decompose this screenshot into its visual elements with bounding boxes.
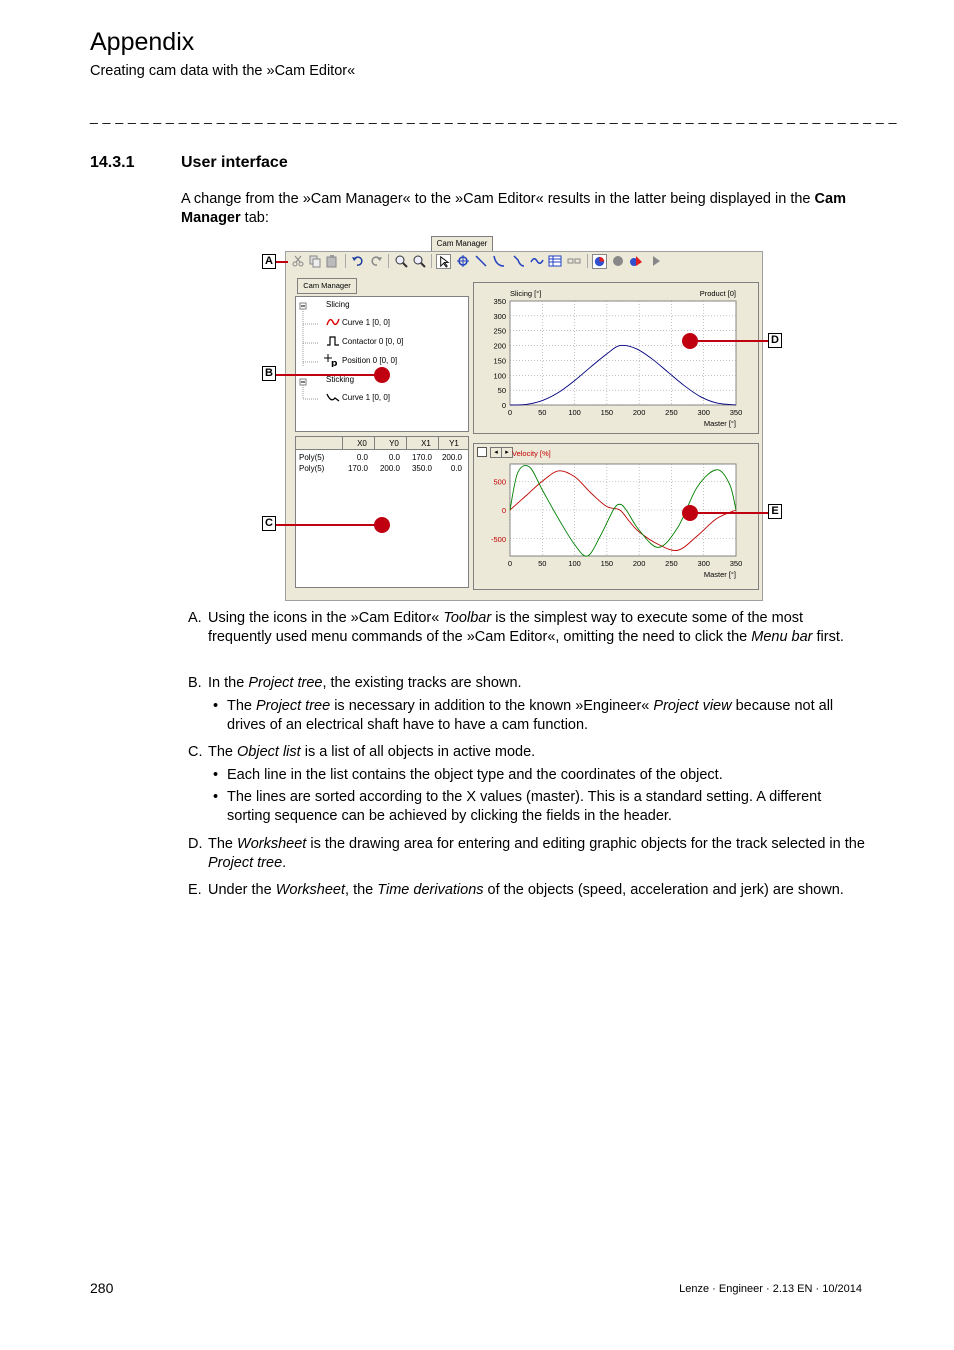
callout-line-b: [276, 374, 376, 376]
cam-editor-screenshot: [265, 236, 779, 600]
y-tick-label: 150: [493, 356, 506, 366]
text-run: because not all drives of an electrical shaft have to have a cam function.: [227, 698, 834, 733]
bullet: •: [213, 698, 219, 714]
page-subtitle: Creating cam data with the »Cam Editor«: [90, 63, 356, 79]
object-list-header-x0[interactable]: X0: [357, 439, 367, 448]
col-divider: [374, 437, 375, 449]
chart-title-right: Product [0]: [699, 289, 736, 298]
callout-marker-b: [374, 367, 390, 383]
callout-line-d: [695, 340, 768, 342]
intro-bold: Cam Manager: [181, 191, 846, 226]
callout-marker-c: [374, 517, 390, 533]
x-tick-label: 50: [538, 559, 547, 568]
y-tick-label: 300: [493, 311, 506, 321]
text-italic: Worksheet: [275, 882, 346, 898]
tree-item-curve-2[interactable]: Curve 1 [0, 0]: [342, 393, 391, 402]
callout-marker-e: [682, 505, 698, 521]
svg-text:p: p: [331, 359, 338, 367]
callout-e: E: [768, 504, 782, 519]
link-icon[interactable]: [567, 254, 581, 268]
text-italic: Worksheet: [237, 836, 307, 852]
paste-icon[interactable]: [325, 254, 339, 268]
sphere-icon[interactable]: [611, 254, 625, 268]
callout-line-c: [276, 524, 376, 526]
text-run: .: [282, 855, 287, 871]
x-tick-label: 250: [665, 408, 678, 417]
bullet-text: Each line in the list contains the object type and the coordinates of the object.: [227, 767, 723, 783]
callout-marker-d: [682, 333, 698, 349]
callout-d: D: [768, 333, 782, 348]
tree-item-curve[interactable]: Curve 1 [0, 0]: [342, 318, 391, 327]
list-text: [208, 609, 868, 647]
text-italic: Menu bar: [751, 629, 813, 645]
y-tick-label: 50: [497, 386, 506, 396]
arrow-left-button[interactable]: ◂: [490, 447, 502, 458]
chart-title: Velocity [%]: [512, 449, 551, 458]
text-run: is a list of all objects in active mode.: [300, 744, 536, 760]
list-text: [208, 835, 868, 873]
text-italic: Project view: [653, 698, 732, 714]
object-list: [295, 436, 469, 588]
list-letter: B.: [188, 675, 202, 691]
arrow-right-button[interactable]: ▸: [501, 447, 513, 458]
x-tick-label: 0: [507, 408, 513, 417]
object-list-cell[interactable]: 350.0: [411, 464, 432, 473]
y-tick-label: 500: [493, 477, 506, 487]
section-title: User interface: [181, 154, 288, 171]
y-tick-label: 200: [493, 341, 506, 351]
col-divider: [438, 437, 439, 449]
tree-item-sticking[interactable]: Sticking: [326, 375, 355, 384]
callout-a: A: [262, 254, 276, 269]
x-tick-label: 100: [568, 559, 581, 568]
worksheet[interactable]: [473, 282, 759, 434]
text-run: of the objects (speed, acceleration and jerk) are shown.: [483, 882, 844, 898]
text-italic: Object list: [237, 744, 301, 760]
project-tree: [295, 296, 469, 432]
x-tick-label: 0: [507, 559, 513, 568]
plot-area: [510, 301, 736, 405]
x-tick-label: 200: [632, 559, 646, 568]
toolbar-separator: [388, 254, 389, 268]
play-icon[interactable]: [649, 254, 663, 268]
zoom-out-icon[interactable]: [412, 254, 426, 268]
text-run: , the: [345, 882, 378, 898]
x-tick-label: 150: [600, 559, 614, 568]
bullet-text: [227, 697, 867, 735]
time-derivations[interactable]: [473, 443, 759, 590]
text-italic: Project tree: [256, 698, 331, 714]
object-list-cell[interactable]: 0.0: [356, 453, 368, 462]
point-tool-icon[interactable]: [456, 254, 470, 268]
object-list-cell[interactable]: Poly(5): [299, 464, 325, 473]
callout-c: C: [262, 516, 276, 531]
y-tick-label: -500: [490, 534, 506, 544]
object-list-header-x1[interactable]: X1: [421, 439, 431, 448]
intro-paragraph: [181, 190, 871, 228]
callout-line-e: [695, 512, 768, 514]
y-tick-label: 250: [493, 326, 506, 336]
cam-profile-icon[interactable]: [592, 254, 607, 269]
shapes-icon[interactable]: [629, 254, 643, 268]
list-letter: A.: [188, 610, 202, 626]
chart-title-left: Slicing [°]: [510, 289, 542, 298]
wave-tool-icon[interactable]: [530, 254, 544, 268]
page-number: 280: [90, 1280, 114, 1296]
tree-item-slicing[interactable]: Slicing: [326, 300, 350, 309]
object-list-cell[interactable]: 0.0: [450, 464, 462, 473]
tree-item-contactor[interactable]: Contactor 0 [0, 0]: [342, 337, 404, 346]
y-tick-label: 0: [501, 401, 506, 410]
x-axis-label: Master [°]: [703, 570, 736, 579]
col-divider: [406, 437, 407, 449]
text-italic: Project tree: [248, 675, 323, 691]
y-tick-label: 100: [493, 371, 506, 381]
footer-product: Lenze · Engineer · 2.13 EN · 10/2014: [679, 1283, 862, 1295]
x-axis-label: Master [°]: [703, 419, 736, 428]
text-run: Using the icons in the »Cam Editor«: [208, 610, 444, 626]
section-number: 14.3.1: [90, 154, 135, 171]
bullet: •: [213, 767, 219, 783]
text-run: is necessary in addition to the known »Engineer«: [330, 698, 654, 714]
bullet: •: [213, 789, 219, 805]
toolbar-separator: [345, 254, 346, 268]
object-list-cell[interactable]: 170.0: [347, 464, 368, 473]
text-run: is the drawing area for entering and editing graphic objects for the track selected in the: [306, 836, 865, 852]
velocity-chart: [474, 444, 758, 589]
text-italic: Project tree: [208, 855, 283, 871]
toolbar-separator: [587, 254, 588, 268]
position-icon: [324, 353, 340, 367]
y-tick-label: 350: [493, 297, 506, 306]
list-letter: C.: [188, 744, 203, 760]
col-divider: [342, 437, 343, 449]
contactor-icon: [326, 335, 340, 347]
y-tick-label: 0: [501, 506, 506, 515]
tab-cam-manager-inner[interactable]: Cam Manager: [297, 278, 357, 294]
zoom-in-icon[interactable]: [394, 254, 408, 268]
x-tick-label: 300: [697, 559, 710, 568]
text-run: , the existing tracks are shown.: [322, 675, 522, 691]
curve-tool-icon[interactable]: [492, 254, 506, 268]
x-tick-label: 300: [697, 408, 710, 417]
text-run: The: [208, 836, 238, 852]
x-tick-label: 350: [729, 559, 743, 568]
undo-icon[interactable]: [351, 254, 365, 268]
x-tick-label: 150: [600, 408, 614, 417]
toolbar: [285, 236, 763, 272]
text-italic: Time derivations: [377, 882, 484, 898]
tree-item-position[interactable]: Position 0 [0, 0]: [342, 356, 398, 365]
table-icon[interactable]: [548, 254, 562, 268]
list-text: [208, 743, 868, 762]
spline-tool-icon[interactable]: [512, 254, 526, 268]
list-item-a: [188, 609, 878, 669]
list-text: [208, 674, 868, 693]
callout-b: B: [262, 366, 276, 381]
header-rule: _ _ _ _ _ _ _ _ _ _ _ _ _ _ _ _ _ _ _ _ _ _ _ _ _ _ _ _ _ _ _ _ _ _ _ _ _ _ _ _ _ _ _ _ _ _ _ _ _ _ _ _ _ _ _ _ _ _ _ _ _ _ _ _: [90, 108, 897, 124]
intro-text: A change from the »Cam Manager« to the »Cam Editor« results in the latter being displayed in the: [181, 191, 815, 207]
object-list-cell[interactable]: Poly(5): [299, 453, 325, 462]
line-tool-icon[interactable]: [474, 254, 488, 268]
callout-line-a: [276, 261, 288, 263]
scissors-icon[interactable]: [291, 254, 305, 268]
slicing-chart: [474, 283, 758, 433]
object-list-cell[interactable]: 200.0: [379, 464, 400, 473]
object-list-cell[interactable]: 0.0: [388, 453, 400, 462]
copy-icon[interactable]: [308, 254, 322, 268]
x-tick-label: 50: [538, 408, 547, 417]
bullet-text: The lines are sorted according to the X values (master). This is a standard setting. A different sorting sequence can be achieved by clicking the fields in the header.: [227, 789, 822, 824]
text-run: is the simplest way to execute some of the most frequently used menu commands of the »Cam Editor«, omitting the need to click the: [208, 610, 804, 645]
text-italic: Toolbar: [443, 610, 492, 626]
x-tick-label: 250: [665, 559, 678, 568]
text-run: In the: [208, 675, 249, 691]
object-list-cell[interactable]: 170.0: [411, 453, 432, 462]
list-text: [208, 881, 868, 900]
object-list-header-y0[interactable]: Y0: [389, 439, 399, 448]
tab-cam-manager[interactable]: Cam Manager: [431, 236, 493, 251]
object-list-header: [296, 437, 468, 450]
x-tick-label: 100: [568, 408, 581, 417]
x-tick-label: 350: [729, 408, 743, 417]
list-letter: E.: [188, 882, 202, 898]
list-letter: D.: [188, 836, 203, 852]
object-list-cell[interactable]: 200.0: [441, 453, 462, 462]
text-run: The: [227, 698, 257, 714]
intro-text-end: tab:: [240, 210, 269, 226]
toolbar-separator: [431, 254, 432, 268]
text-run: Under the: [208, 882, 276, 898]
curve-black-icon: [326, 391, 340, 403]
x-tick-label: 200: [632, 408, 646, 417]
curve-red-icon: [326, 316, 340, 328]
redo-icon[interactable]: [369, 254, 383, 268]
page-title: Appendix: [90, 28, 195, 56]
object-list-header-y1[interactable]: Y1: [449, 439, 459, 448]
select-pointer-icon[interactable]: [436, 254, 451, 269]
text-run: first.: [812, 629, 844, 645]
text-run: The: [208, 744, 238, 760]
